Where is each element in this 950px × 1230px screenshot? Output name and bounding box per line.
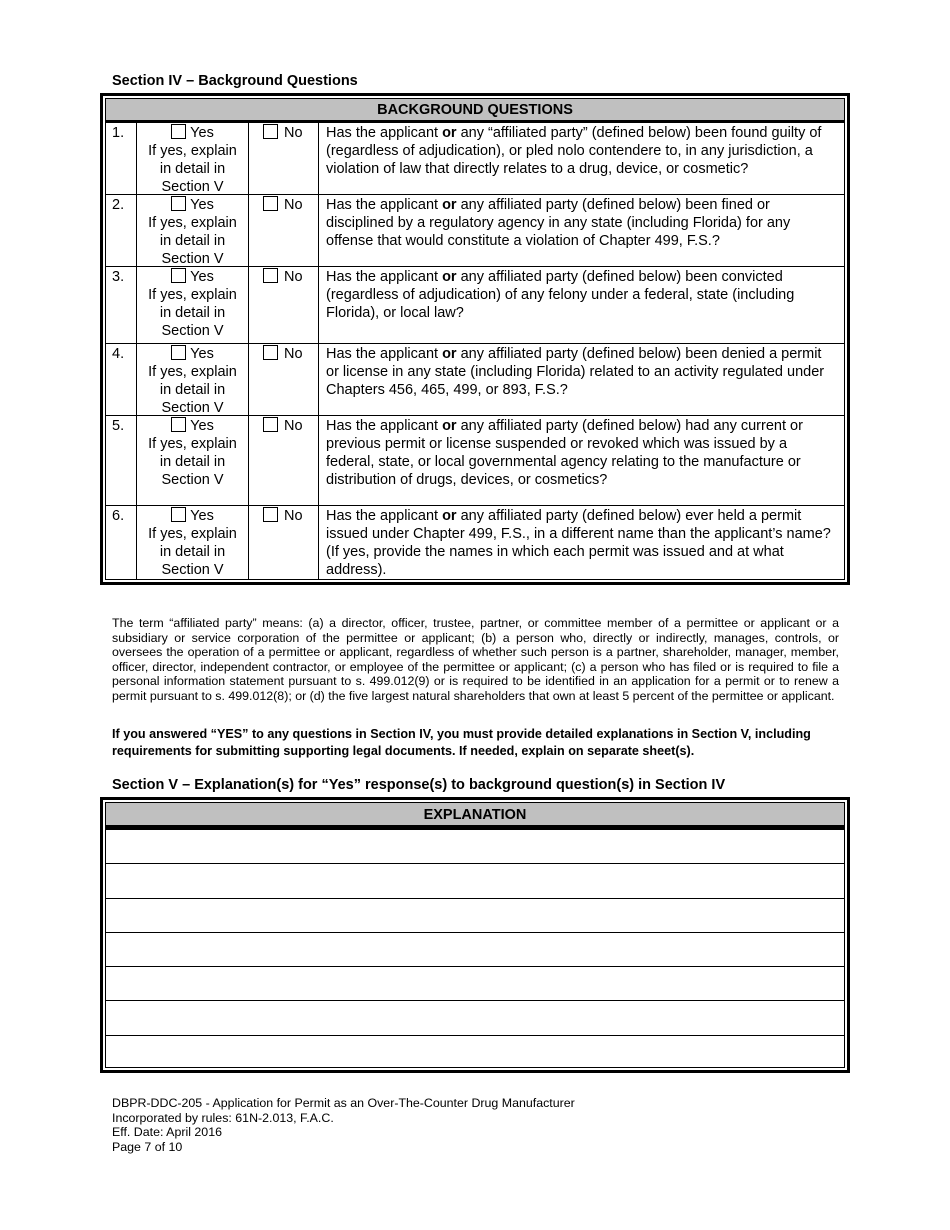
explain-instruction: in detail in <box>159 544 226 560</box>
yes-checkbox[interactable] <box>171 417 186 432</box>
question-text <box>319 416 844 505</box>
yes-label: Yes <box>190 197 214 213</box>
question-text-part: any affiliated party (defined below) been denied a permit or license in any state (including Florida) related to an activity regulated under Chapters 456, 465, 499, or 893, F.S.? <box>326 346 825 398</box>
question-row <box>106 344 844 416</box>
question-text-part: Has the applicant <box>326 197 443 213</box>
explanation-table <box>100 797 850 1073</box>
yes-cell <box>137 416 249 505</box>
emphasis-or: or <box>442 346 457 362</box>
no-checkbox[interactable] <box>263 507 278 522</box>
yes-answer-instruction: If you answered “YES” to any questions in Section IV, you must provide detailed explanations in Section V, including requirements for submitting supporting legal documents. If needed, explain on separate sheet(s). <box>112 727 811 758</box>
question-number: 1. <box>106 123 137 194</box>
question-row <box>106 123 844 195</box>
no-cell <box>249 506 319 580</box>
yes-cell <box>137 195 249 266</box>
explain-instruction: Section V <box>161 472 224 488</box>
yes-checkbox[interactable] <box>171 268 186 283</box>
section-v-title: Section V – Explanation(s) for “Yes” response(s) to background question(s) in Section IV <box>112 777 726 793</box>
emphasis-or: or <box>442 269 457 285</box>
question-text <box>319 267 844 343</box>
question-number: 5. <box>106 416 137 505</box>
footer-page-number: Page 7 of 10 <box>112 1139 183 1154</box>
yes-label: Yes <box>190 346 214 362</box>
explain-instruction: If yes, explain <box>148 436 237 452</box>
question-row <box>106 416 844 506</box>
no-checkbox[interactable] <box>263 196 278 211</box>
question-number: 2. <box>106 195 137 266</box>
question-text-part: any affiliated party (defined below) had any current or previous permit or license suspended or revoked which was issued by a federal, state, or local governmental agency relating to the manufacture or distribution of drugs, devices, or cosmetics? <box>326 418 803 488</box>
question-text-part: Has the applicant <box>326 125 443 141</box>
explanation-row[interactable] <box>106 899 844 933</box>
explain-instruction: If yes, explain <box>148 287 237 303</box>
explain-instruction: If yes, explain <box>148 364 237 380</box>
emphasis-or: or <box>442 418 457 434</box>
yes-label: Yes <box>190 269 214 285</box>
explain-instruction: If yes, explain <box>148 143 237 159</box>
question-row <box>106 506 844 580</box>
no-cell <box>249 267 319 343</box>
yes-checkbox[interactable] <box>171 507 186 522</box>
explanation-row[interactable] <box>106 830 844 864</box>
explanation-row[interactable] <box>106 967 844 1001</box>
explain-instruction: in detail in <box>159 305 226 321</box>
yes-cell <box>137 344 249 415</box>
yes-cell <box>137 123 249 194</box>
background-questions-table <box>100 93 850 585</box>
yes-cell <box>137 506 249 580</box>
explain-instruction: Section V <box>161 323 224 339</box>
question-row <box>106 267 844 344</box>
explanation-row[interactable] <box>106 933 844 967</box>
no-label: No <box>284 269 303 285</box>
no-cell <box>249 123 319 194</box>
explain-instruction: in detail in <box>159 454 226 470</box>
page-footer <box>112 1096 575 1154</box>
no-checkbox[interactable] <box>263 268 278 283</box>
question-text <box>319 344 844 415</box>
explanation-row[interactable] <box>106 1036 844 1070</box>
question-number: 3. <box>106 267 137 343</box>
yes-label: Yes <box>190 418 214 434</box>
yes-checkbox[interactable] <box>171 124 186 139</box>
affiliated-party-definition: The term “affiliated party” means: (a) a director, officer, trustee, partner, or committee member of a permittee or applicant or a subsidiary or service corporation of the permittee or applicant; (b) a person who, directly or indirectly, manages, controls, or oversees the operation of a permittee or applicant, regardless of whether such person is a partner, shareholder, manager, member, officer, director, independent contractor, or employee of the permittee or applicant; (c) a person who has filed or is required to file a personal information statement pursuant to s. 499.012(9) or is required to be identified in an application for a permit or to renew a permit pursuant to s. 499.012(8); or (d) the five largest natural shareholders that own at least 5 percent of the permittee or applicant. <box>112 616 839 703</box>
yes-label: Yes <box>190 125 214 141</box>
questions-body <box>106 123 844 580</box>
yes-cell <box>137 267 249 343</box>
no-checkbox[interactable] <box>263 345 278 360</box>
question-text-part: any affiliated party (defined below) been convicted (regardless of adjudication) of any felony under a federal, state (including Florida), or local law? <box>326 269 795 321</box>
question-text-part: Has the applicant <box>326 346 443 362</box>
no-checkbox[interactable] <box>263 124 278 139</box>
yes-label: Yes <box>190 508 214 524</box>
emphasis-or: or <box>442 508 457 524</box>
question-text-part: Has the applicant <box>326 269 443 285</box>
yes-checkbox[interactable] <box>171 196 186 211</box>
explain-instruction: Section V <box>161 400 224 416</box>
explain-instruction: Section V <box>161 179 224 195</box>
background-questions-header: BACKGROUND QUESTIONS <box>106 99 844 123</box>
explanation-row[interactable] <box>106 1001 844 1035</box>
question-text-part: any affiliated party (defined below) ever held a permit issued under Chapter 499, F.S., in a different name than the applicant’s name? (If yes, provide the names in which each permit was issued and at what address). <box>326 508 831 578</box>
no-cell <box>249 344 319 415</box>
question-text-part: any affiliated party (defined below) been fined or disciplined by a regulatory agency in any state (including Florida) for any offense that would constitute a violation of Chapter 499, F.S.? <box>326 197 791 249</box>
no-label: No <box>284 197 303 213</box>
question-row <box>106 195 844 267</box>
explanation-rows <box>106 830 844 1070</box>
section-iv-title: Section IV – Background Questions <box>112 73 358 89</box>
no-cell <box>249 195 319 266</box>
no-label: No <box>284 125 303 141</box>
emphasis-or: or <box>442 125 457 141</box>
footer-form-name: DBPR-DDC-205 - Application for Permit as an Over-The-Counter Drug Manufacturer <box>112 1096 575 1110</box>
no-label: No <box>284 346 303 362</box>
explanation-row[interactable] <box>106 864 844 898</box>
emphasis-or: or <box>442 197 457 213</box>
explain-instruction: Section V <box>161 251 224 267</box>
explain-instruction: in detail in <box>159 161 226 177</box>
explain-instruction: in detail in <box>159 382 226 398</box>
no-label: No <box>284 418 303 434</box>
footer-eff-date: Eff. Date: April 2016 <box>112 1125 222 1140</box>
question-text-part: any “affiliated party” (defined below) been found guilty of (regardless of adjudication), or pled nolo contendere to, in any jurisdiction, a violation of law that directly relates to a drug, device, or cosmetic? <box>326 125 822 177</box>
question-text <box>319 195 844 266</box>
question-text <box>319 506 844 580</box>
yes-checkbox[interactable] <box>171 345 186 360</box>
footer-rules: Incorporated by rules: 61N-2.013, F.A.C. <box>112 1110 334 1125</box>
no-label: No <box>284 508 303 524</box>
question-text-part: Has the applicant <box>326 508 443 524</box>
question-text <box>319 123 844 194</box>
no-checkbox[interactable] <box>263 417 278 432</box>
question-number: 6. <box>106 506 137 580</box>
explain-instruction: in detail in <box>159 233 226 249</box>
explanation-header: EXPLANATION <box>106 803 844 830</box>
explain-instruction: If yes, explain <box>148 215 237 231</box>
explain-instruction: If yes, explain <box>148 526 237 542</box>
question-number: 4. <box>106 344 137 415</box>
explain-instruction: Section V <box>161 562 224 578</box>
no-cell <box>249 416 319 505</box>
question-text-part: Has the applicant <box>326 418 443 434</box>
